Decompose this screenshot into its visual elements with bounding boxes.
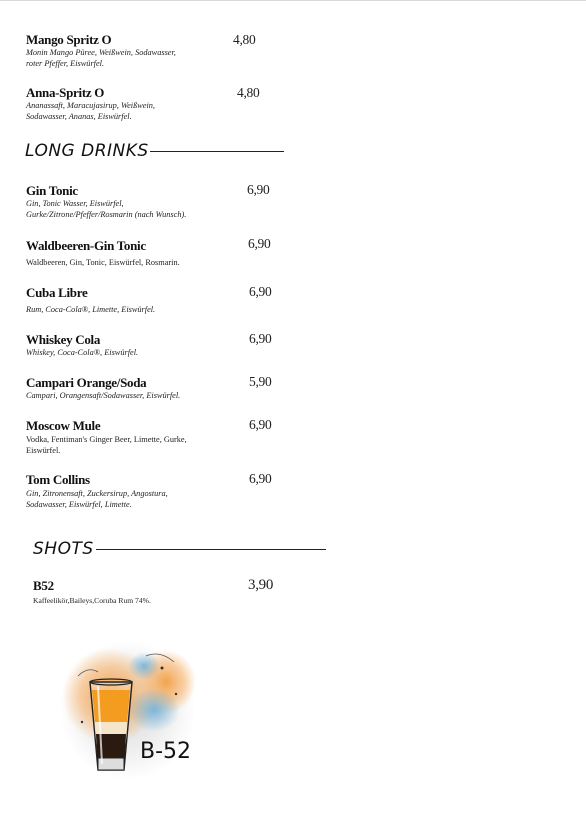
- item-name: B52: [33, 578, 54, 593]
- section-title: SHOTS: [33, 539, 94, 559]
- item-description: Gin, Zitronensaft, Zuckersirup, Angostura,: [26, 489, 168, 498]
- item-name: Campari Orange/Soda: [26, 375, 147, 390]
- item-name: Tom Collins: [26, 472, 90, 487]
- item-name: Mango Spritz O: [26, 32, 112, 47]
- item-name: Moscow Mule: [26, 418, 101, 433]
- item-price: 6,90: [247, 182, 270, 197]
- section-rule: [150, 151, 284, 152]
- item-price: 3,90: [248, 577, 274, 593]
- item-description: Campari, Orangensaft/Sodawasser, Eiswürfel.: [26, 391, 181, 400]
- illustration-label: B-52: [140, 739, 192, 764]
- item-description: Rum, Coca-Cola®, Limette, Eiswürfel.: [26, 305, 156, 314]
- item-description: Vodka, Fentiman's Ginger Beer, Limette, Gurke,: [26, 435, 187, 444]
- item-description: Waldbeeren, Gin, Tonic, Eiswürfel, Rosmarin.: [26, 258, 180, 267]
- section-rule: [96, 549, 326, 550]
- item-name: Gin Tonic: [26, 183, 78, 198]
- b52-shot-illustration: [58, 636, 198, 784]
- item-name: Cuba Libre: [26, 285, 88, 300]
- item-description: Gin, Tonic Wasser, Eiswürfel,: [26, 199, 124, 208]
- item-price: 4,80: [233, 32, 256, 47]
- item-description: Sodawasser, Eiswürfel, Limette.: [26, 500, 132, 509]
- item-price: 6,90: [249, 417, 272, 432]
- item-description: Whiskey, Coca-Cola®, Eiswürfel.: [26, 348, 139, 357]
- item-description: roter Pfeffer, Eiswürfel.: [26, 59, 105, 68]
- item-description: Eiswürfel.: [26, 446, 61, 455]
- item-description: Monin Mango Püree, Weißwein, Sodawasser,: [26, 48, 176, 57]
- item-description: Sodawasser, Ananas, Eiswürfel.: [26, 112, 132, 121]
- section-heading-long-drinks: [25, 141, 284, 161]
- item-name: Anna-Spritz O: [26, 85, 105, 100]
- item-description: Gurke/Zitrone/Pfeffer/Rosmarin (nach Wunsch).: [26, 210, 187, 219]
- item-price: 4,80: [237, 85, 260, 100]
- item-price: 6,90: [249, 284, 272, 299]
- item-description: Ananassaft, Maracujasirup, Weißwein,: [26, 101, 155, 110]
- item-price: 5,90: [249, 374, 272, 389]
- section-heading-shots: [33, 539, 326, 559]
- item-name: Waldbeeren-Gin Tonic: [26, 238, 146, 253]
- item-price: 6,90: [249, 331, 272, 346]
- item-price: 6,90: [249, 471, 272, 486]
- page-top-border: [0, 0, 586, 1]
- item-price: 6,90: [248, 236, 271, 251]
- section-title: LONG DRINKS: [25, 141, 149, 161]
- item-name: Whiskey Cola: [26, 332, 101, 347]
- item-description: Kaffeelikör,Baileys,Coruba Rum 74%.: [33, 596, 151, 605]
